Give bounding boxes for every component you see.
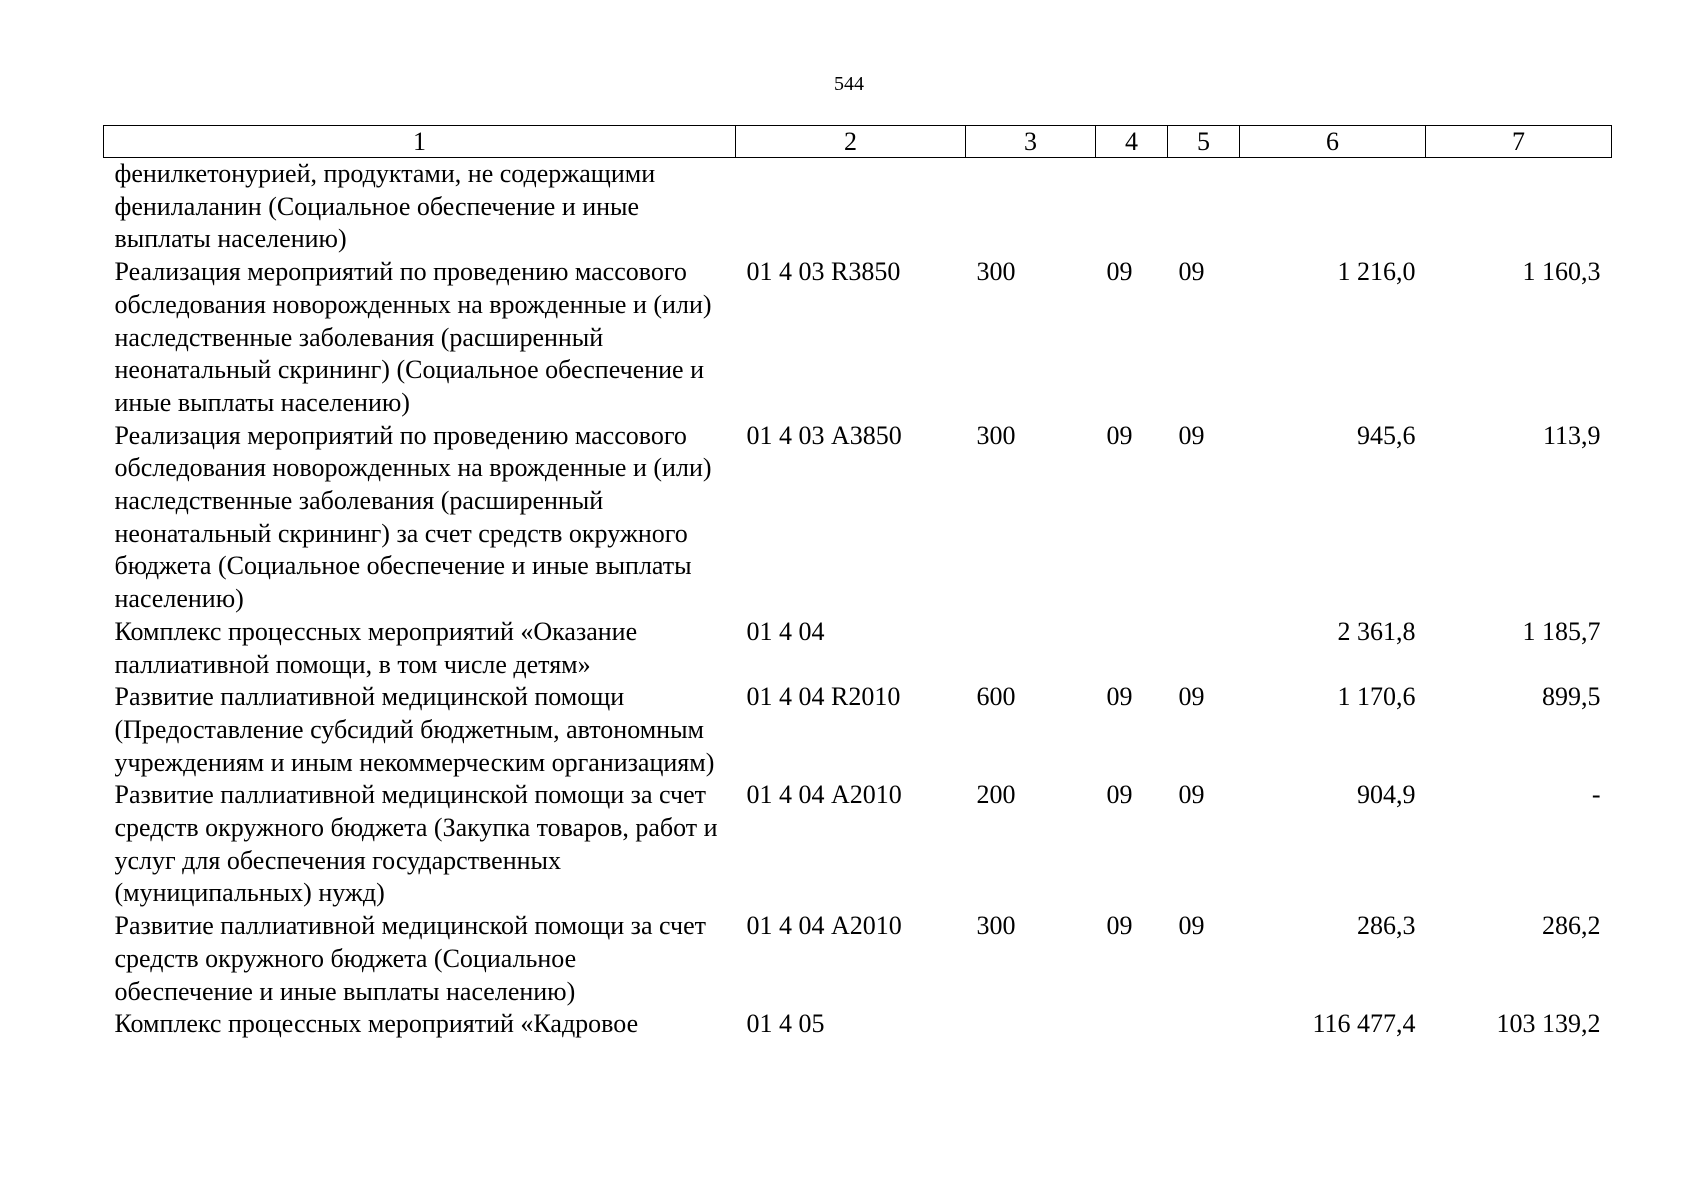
row-section: 09 bbox=[1106, 420, 1133, 450]
row-subsection: 09 bbox=[1178, 682, 1205, 712]
row-subsection: 09 bbox=[1178, 257, 1205, 287]
row-code: 01 4 03 А3850 bbox=[746, 420, 902, 450]
row-expense-type: 200 bbox=[976, 780, 1016, 810]
row-sum-col6: 1 170,6 bbox=[1337, 682, 1416, 712]
row-section: 09 bbox=[1106, 780, 1133, 810]
row-code bbox=[736, 158, 966, 257]
row-name: Развитие паллиативной медицинской помощи за счет средств окружного бюджета (Закупка товаров, работ и услуг для обеспечения государственных (муниципальных) нужд) bbox=[114, 780, 718, 908]
column-header-6: 6 bbox=[1240, 126, 1426, 158]
row-code: 01 4 04 bbox=[746, 616, 825, 646]
row-code: 01 4 03 R3850 bbox=[746, 257, 901, 287]
row-code: 01 4 04 А2010 bbox=[746, 911, 902, 941]
column-header-1: 1 bbox=[104, 126, 736, 158]
table-row bbox=[104, 616, 1612, 681]
budget-table bbox=[103, 125, 1612, 1041]
row-sum-col7: 899,5 bbox=[1542, 682, 1601, 712]
row-subsection bbox=[1168, 1008, 1240, 1041]
row-name: Реализация мероприятий по проведению массового обследования новорожденных на врожденные и (или) наследственные заболевания (расширенный неонатальный скрининг) (Социальное обеспечение и иные выплаты населению) bbox=[114, 257, 712, 417]
header-row bbox=[104, 126, 1612, 158]
table-row bbox=[104, 158, 1612, 257]
table-row bbox=[104, 256, 1612, 420]
row-code: 01 4 04 А2010 bbox=[746, 780, 902, 810]
column-header-4: 4 bbox=[1096, 126, 1168, 158]
row-section bbox=[1096, 616, 1168, 681]
row-section: 09 bbox=[1106, 911, 1133, 941]
row-expense-type: 300 bbox=[976, 911, 1016, 941]
row-name: Развитие паллиативной медицинской помощи (Предоставление субсидий бюджетным, автономным учреждениям и иным некоммерческим организациям) bbox=[114, 682, 715, 777]
table-row bbox=[104, 1008, 1612, 1041]
row-section bbox=[1096, 158, 1168, 257]
row-expense-type bbox=[966, 1008, 1096, 1041]
table-row bbox=[104, 910, 1612, 1008]
row-subsection: 09 bbox=[1178, 780, 1205, 810]
row-code: 01 4 04 R2010 bbox=[746, 682, 901, 712]
row-sum-col7 bbox=[1426, 158, 1612, 257]
row-expense-type: 600 bbox=[976, 682, 1016, 712]
row-section bbox=[1096, 1008, 1168, 1041]
row-sum-col7: 1 160,3 bbox=[1522, 257, 1601, 287]
table-row bbox=[104, 779, 1612, 910]
row-subsection bbox=[1168, 158, 1240, 257]
table-header bbox=[104, 126, 1612, 158]
column-header-5: 5 bbox=[1168, 126, 1240, 158]
row-sum-col6: 2 361,8 bbox=[1337, 616, 1416, 646]
row-sum-col7: 103 139,2 bbox=[1496, 1009, 1601, 1039]
column-header-7: 7 bbox=[1426, 126, 1612, 158]
row-sum-col6 bbox=[1240, 158, 1426, 257]
row-expense-type: 300 bbox=[976, 257, 1016, 287]
row-subsection: 09 bbox=[1178, 911, 1205, 941]
table-row bbox=[104, 420, 1612, 616]
row-sum-col6: 945,6 bbox=[1357, 420, 1416, 450]
row-name: Развитие паллиативной медицинской помощи за счет средств окружного бюджета (Социальное обеспечение и иные выплаты населению) bbox=[114, 911, 706, 1006]
row-section: 09 bbox=[1106, 682, 1133, 712]
column-header-2: 2 bbox=[736, 126, 966, 158]
row-subsection: 09 bbox=[1178, 420, 1205, 450]
row-sum-col7: 113,9 bbox=[1542, 420, 1601, 450]
column-header-3: 3 bbox=[966, 126, 1096, 158]
row-name: Реализация мероприятий по проведению массового обследования новорожденных на врожденные и (или) наследственные заболевания (расширенный неонатальный скрининг) за счет средств окружного бюджета (Социальное обеспечение и иные выплаты населению) bbox=[114, 420, 712, 614]
row-sum-col6: 904,9 bbox=[1357, 780, 1416, 810]
row-sum-col6: 286,3 bbox=[1357, 911, 1416, 941]
row-expense-type bbox=[966, 616, 1096, 681]
row-sum-col6: 116 477,4 bbox=[1312, 1009, 1416, 1039]
page-number: 544 bbox=[834, 73, 864, 95]
row-code: 01 4 05 bbox=[746, 1009, 825, 1039]
row-section: 09 bbox=[1106, 257, 1133, 287]
row-name: Комплекс процессных мероприятий «Оказание паллиативной помощи, в том числе детям» bbox=[114, 616, 638, 679]
row-sum-col7: 286,2 bbox=[1542, 911, 1601, 941]
row-sum-col7: - bbox=[1591, 780, 1601, 810]
row-sum-col6: 1 216,0 bbox=[1337, 257, 1416, 287]
row-expense-type: 300 bbox=[976, 420, 1016, 450]
table-row bbox=[104, 681, 1612, 779]
table-body bbox=[104, 158, 1612, 1041]
row-name: Комплекс процессных мероприятий «Кадровое bbox=[114, 1009, 639, 1039]
row-subsection bbox=[1168, 616, 1240, 681]
row-expense-type bbox=[966, 158, 1096, 257]
row-name: фенилкетонурией, продуктами, не содержащими фенилаланин (Социальное обеспечение и иные выплаты населению) bbox=[114, 159, 656, 254]
row-sum-col7: 1 185,7 bbox=[1522, 616, 1601, 646]
